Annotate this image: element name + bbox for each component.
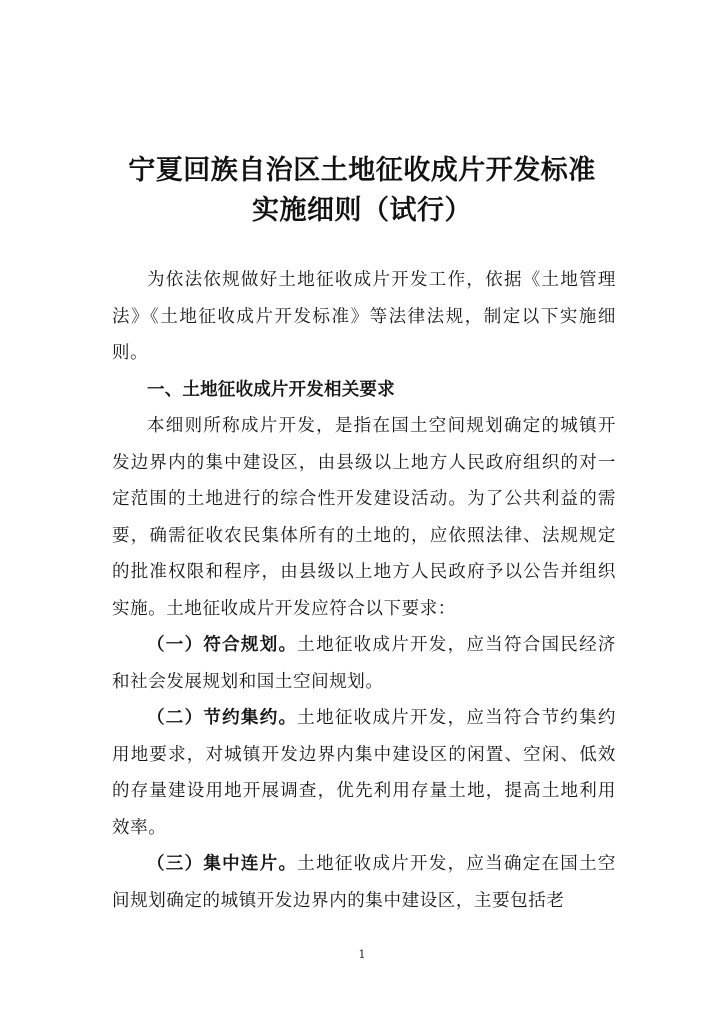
item-2-paragraph	[112, 700, 616, 846]
document-title-line-1: 宁夏回族自治区土地征收成片开发标准	[128, 155, 596, 186]
page-number: 1	[358, 948, 366, 961]
document-body	[112, 262, 616, 919]
item-2-text: 土地征收成片开发，应当符合节约集约用地要求，对城镇开发边界内集中建设区的闲置、空闲、低效的存量建设用地开展调查，优先利用存量土地，提高土地利用效率。	[112, 708, 616, 838]
item-1-paragraph	[112, 627, 616, 700]
intro-paragraph: 为依法依规做好土地征收成片开发工作，依据《土地管理法》《土地征收成片开发标准》等法律法规，制定以下实施细则。	[112, 270, 616, 363]
item-3-paragraph	[112, 846, 616, 919]
section-1-heading: 一、土地征收成片开发相关要求	[147, 379, 395, 400]
item-1-label: （一）符合规划。	[147, 635, 298, 655]
section-1-paragraph: 本细则所称成片开发，是指在国土空间规划确定的城镇开发边界内的集中建设区，由县级以上地方人民政府组织的对一定范围的土地进行的综合性开发建设活动。为了公共利益的需要，确需征收农民集体所有的土地的，应依照法律、法规规定的批准权限和程序，由县级以上地方人民政府予以公告并组织实施。土地征收成片开发应符合以下要求：	[112, 416, 616, 619]
item-2-label: （二）节约集约。	[147, 708, 298, 728]
item-1-text: 土地征收成片开发，应当符合国民经济和社会发展规划和国土空间规划。	[112, 635, 616, 692]
document-title-line-2: 实施细则（试行）	[252, 195, 472, 226]
item-3-text: 土地征收成片开发，应当确定在国土空间规划确定的城镇开发边界内的集中建设区，主要包括老	[112, 854, 616, 911]
item-3-label: （三）集中连片。	[147, 854, 298, 874]
